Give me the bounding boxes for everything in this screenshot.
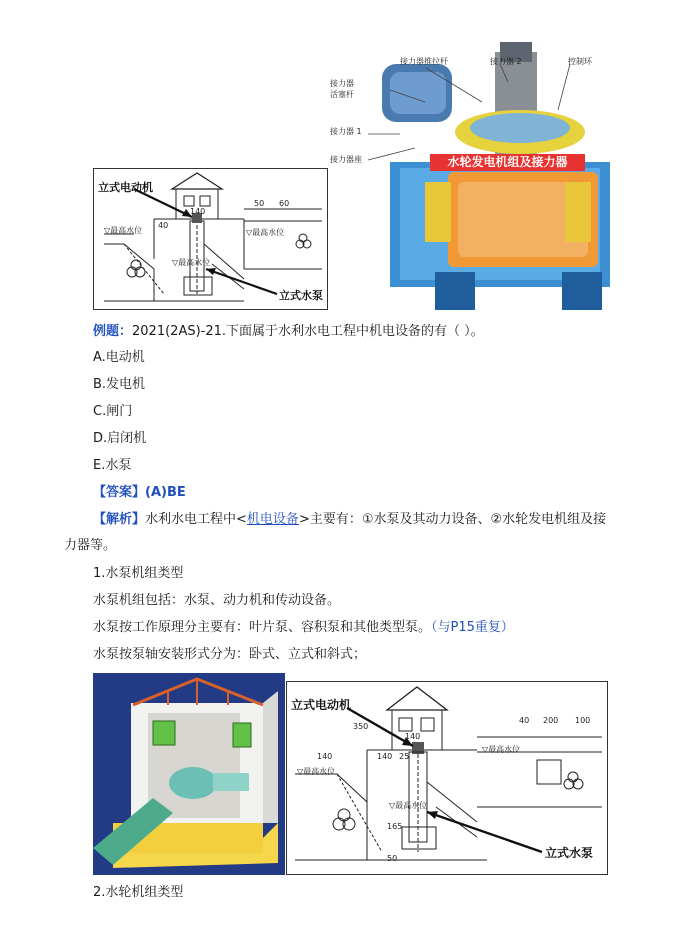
turbine-label-piston-rod-2: 活塞杆 [330,90,354,99]
question-prefix: 例题： [93,324,133,339]
question-text: 2021(2AS)-21.下面属于水利水电工程中机电设备的有（ ）。 [132,324,484,339]
schematic-water-level: ▽最高水位 [246,228,285,237]
bottom-dim: 40 [519,716,530,725]
section1-p3: 水泵按泵轴安装形式分为：卧式、立式和斜式； [93,647,367,662]
answer-label: 【答案】 [93,485,146,500]
schematic-dim: 50 [254,199,265,208]
bottom-motor-label: 立式电动机 [291,698,352,712]
bottom-dim: 350 [353,722,369,731]
bottom-water-level: ▽最高水位 [389,801,428,810]
section1-p2-text: 水泵按工作原理分主要有：叶片泵、容积泵和其他类型泵。 [93,620,432,635]
schematic-motor-label: 立式电动机 [98,181,153,194]
bottom-pump-label: 立式水泵 [545,846,594,860]
pump-house-photo [93,673,285,875]
bottom-dim: 165 [387,822,403,831]
analysis-line-2: 力器等。 [64,538,117,553]
bottom-water-level: ▽最高水位 [482,745,521,754]
option-a: A.电动机 [93,350,145,365]
section2-heading: 2.水轮机组类型 [93,885,184,900]
schematic-dim: 40 [158,221,169,230]
analysis-highlight: 机电设备 [246,512,299,527]
turbine-label-servo-rod: 接力器推拉杆 [400,57,448,66]
bottom-schematic [286,681,608,875]
bottom-dim: 100 [575,716,591,725]
schematic-dim: 140 [190,207,206,216]
schematic-water-level: ▽最高水位 [172,258,211,267]
turbine-label-servo1: 接力器 1 [330,127,362,136]
option-b: B.发电机 [93,377,146,392]
turbine-label-piston-rod-1: 接力器 [330,79,354,88]
turbine-label-servo2: 接力器 2 [490,57,522,66]
turbine-banner: 水轮发电机组及接力器 [430,154,585,171]
turbine-illustration [330,42,610,310]
option-c: C.闸门 [93,404,133,419]
turbine-label-control-ring: 控制环 [568,57,592,66]
bottom-dim: 140 [317,752,333,761]
bottom-dim: 140 [405,732,421,741]
section1-p1: 水泵机组包括：水泵、动力机和传动设备。 [93,593,341,608]
bottom-dim: 200 [543,716,559,725]
bottom-dim: 25 [399,752,410,761]
analysis-label: 【解析】 [93,512,146,527]
pump-house-drawing [93,673,285,875]
section1-heading: 1.水泵机组类型 [93,566,184,581]
turbine-label-servo-base: 接力器座 [330,155,362,164]
option-e: E.水泵 [93,458,132,473]
schematic-water-level: ▽最高水位 [104,226,143,235]
answer-value: (A)BE [145,485,186,500]
option-d: D.启闭机 [93,431,147,446]
answer-line [93,484,186,502]
schematic-dim: 60 [279,199,290,208]
analysis-text-before: 水利水电工程中< [145,512,247,527]
analysis-line-1 [93,511,606,529]
turbine-drawing [330,42,610,310]
schematic-pump-label: 立式水泵 [279,289,323,302]
question-line [93,323,484,341]
bottom-water-level: ▽最高水位 [297,767,336,776]
section1-p2-note: （与P15重复） [431,620,514,635]
section1-p2 [93,619,514,637]
analysis-text-after: >主要有：①水泵及其动力设备、②水轮发电机组及接 [298,512,607,527]
bottom-dim: 50 [387,854,398,863]
top-schematic [93,168,328,310]
bottom-dim: 140 [377,752,393,761]
